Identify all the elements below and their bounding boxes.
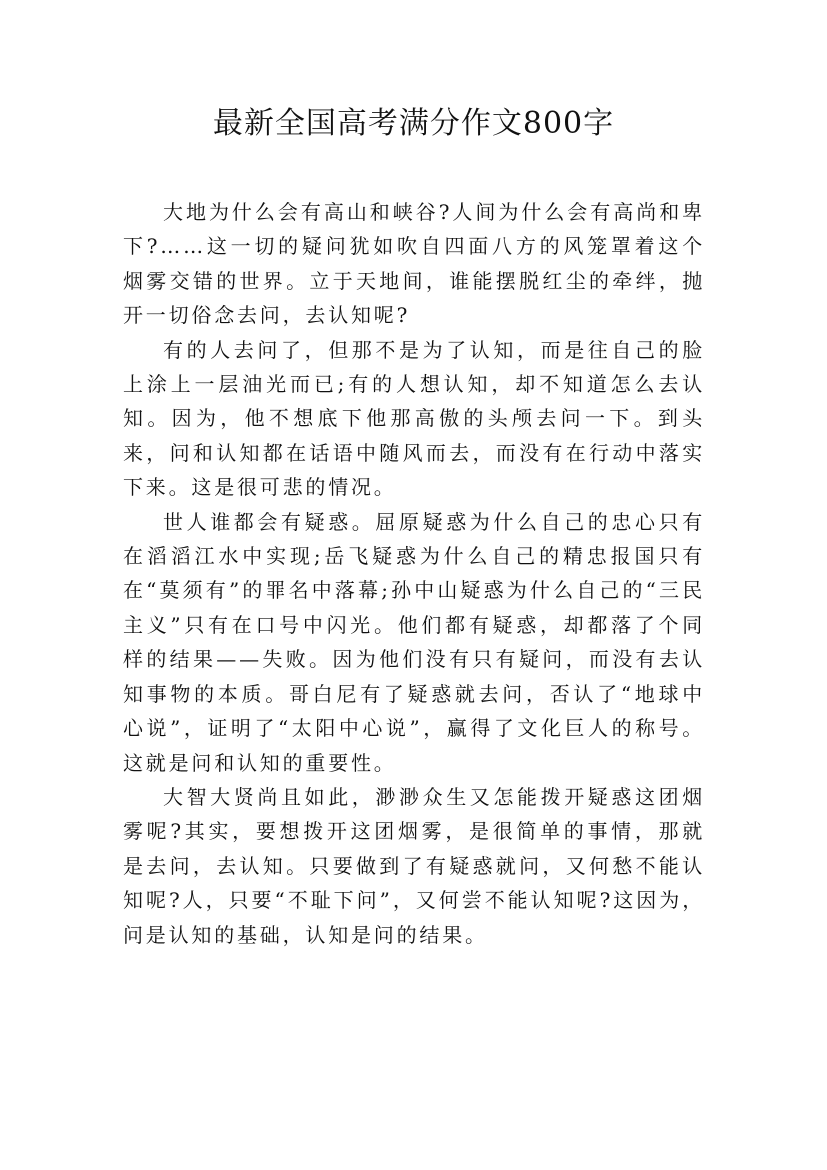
essay-body bbox=[123, 195, 705, 952]
paragraph-3: 世人谁都会有疑惑。屈原疑惑为什么自己的忠心只有在滔滔江水中实现;岳飞疑惑为什么自己的精忠报国只有在“莫须有”的罪名中落幕;孙中山疑惑为什么自己的“三民主义”只有在口号中闪光。他们都有疑惑，却都落了个同样的结果——失败。因为他们没有只有疑问，而没有去认知事物的本质。哥白尼有了疑惑就去问，否认了“地球中心说”，证明了“太阳中心说”，赢得了文化巨人的称号。这就是问和认知的重要性。 bbox=[123, 509, 705, 775]
paragraph-1: 大地为什么会有高山和峡谷?人间为什么会有高尚和卑下?……这一切的疑问犹如吹自四面八方的风笼罩着这个烟雾交错的世界。立于天地间，谁能摆脱红尘的牵绊，抛开一切俗念去问，去认知呢? bbox=[123, 200, 705, 328]
paragraph-4: 大智大贤尚且如此，渺渺众生又怎能拨开疑惑这团烟雾呢?其实，要想拨开这团烟雾，是很简单的事情，那就是去问，去认知。只要做到了有疑惑就问，又何愁不能认知呢?人，只要“不耻下问”，又何尝不能认知呢?这因为，问是认知的基础，认知是问的结果。 bbox=[123, 784, 705, 947]
document-title: 最新全国高考满分作文800字 bbox=[212, 106, 615, 141]
paragraph-2: 有的人去问了，但那不是为了认知，而是往自己的脸上涂上一层油光而已;有的人想认知，却不知道怎么去认知。因为，他不想底下他那高傲的头颅去问一下。到头来，问和认知都在话语中随风而去，而没有在行动中落实下来。这是很可悲的情况。 bbox=[123, 337, 705, 500]
